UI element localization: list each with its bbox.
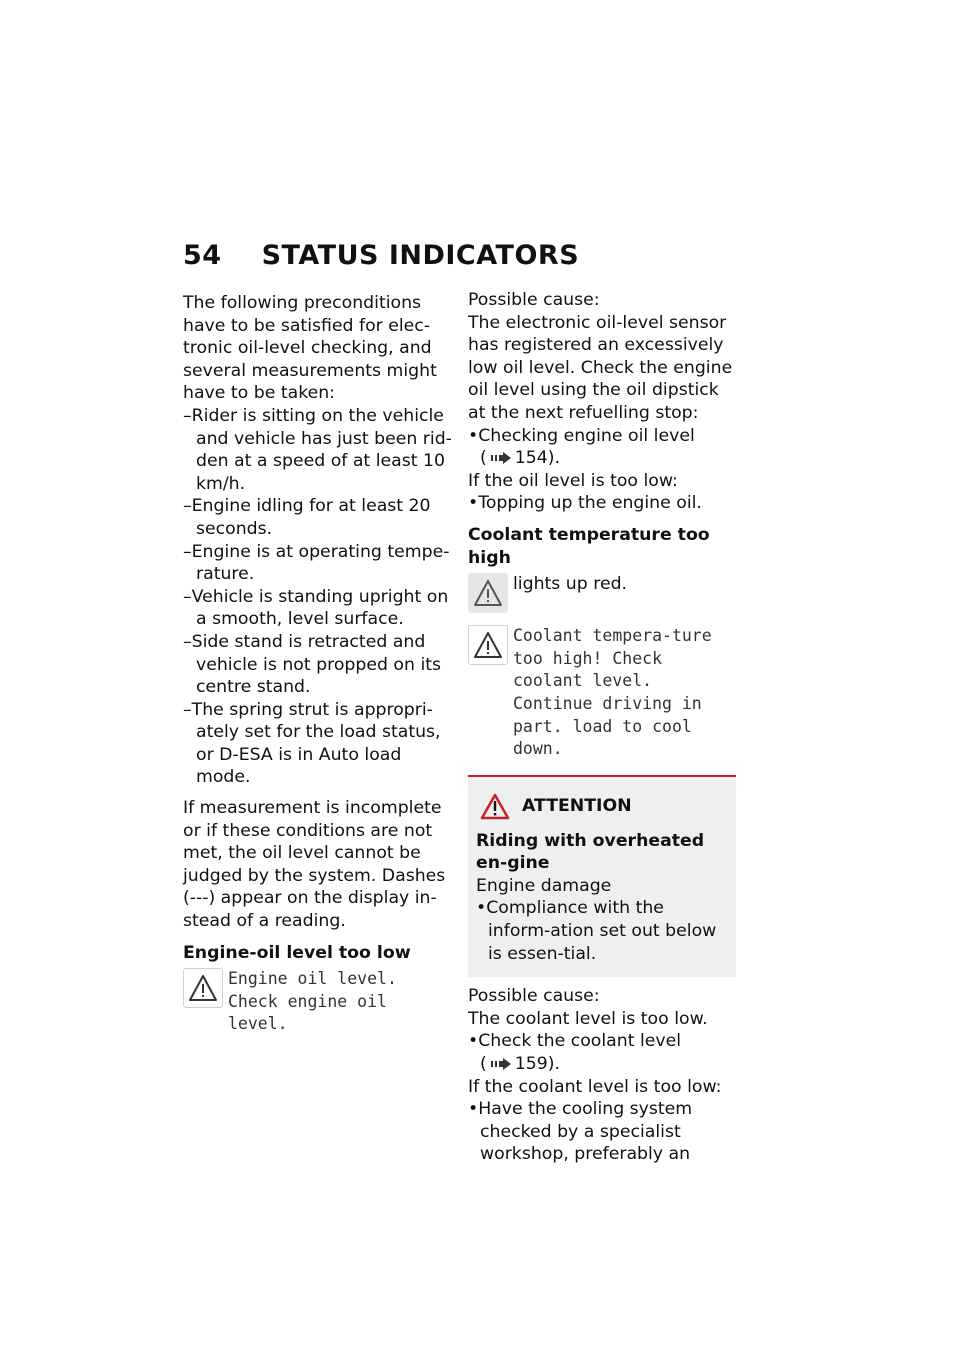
attention-consequence: Engine damage xyxy=(476,875,612,896)
coolant-service-bullet: •Have the cooling system checked by a specialist workshop, preferably an xyxy=(468,1099,693,1165)
condition-item: –The spring strut is appropri-ately set for the load status, or D-ESA is in Auto load mode. xyxy=(183,699,441,788)
right-column xyxy=(468,289,740,1166)
possible-cause-label: Possible cause: xyxy=(468,290,600,310)
intro-paragraph: The following preconditions have to be satisfied for elec-tronic oil-level checking, and several measurements might have to be taken: xyxy=(183,293,437,404)
coolant-low-label: If the coolant level is too low: xyxy=(468,1076,722,1097)
condition-item: –Rider is sitting on the vehicle and vehicle has just been rid-den at a speed of at least 10 km/h. xyxy=(183,405,452,494)
warning-triangle-icon xyxy=(468,625,508,665)
oil-level-heading: Engine-oil level too low xyxy=(183,942,411,963)
coolant-lights-text: lights up red. xyxy=(513,574,628,595)
attention-title: ATTENTION xyxy=(480,793,728,820)
condition-item: –Engine idling for at least 20 seconds. xyxy=(183,496,431,539)
warning-triangle-icon xyxy=(183,968,223,1008)
reference-arrow-icon xyxy=(491,1058,511,1070)
condition-item: –Side stand is retracted and vehicle is not propped on its centre stand. xyxy=(183,631,442,698)
oil-low-label: If the oil level is too low: xyxy=(468,470,678,491)
incomplete-paragraph: If measurement is incomplete or if these conditions are not met, the oil level cannot be judged by the system. Dashes (---) appear on the display in-stead of a reading. xyxy=(183,798,446,932)
page-header xyxy=(183,240,579,271)
condition-item: –Engine is at operating tempe-rature. xyxy=(183,541,450,585)
oil-cause-paragraph: The electronic oil-level sensor has registered an excessively low oil level. Check the engine oil level using the oil dipstick at the next refuelling stop: xyxy=(468,312,733,423)
oil-check-reference: ( 154). xyxy=(480,448,560,469)
oil-top-up-bullet: •Topping up the engine oil. xyxy=(468,493,702,514)
attention-subtitle: Riding with overheated en-gine xyxy=(476,830,705,874)
coolant-heading: Coolant temperature too high xyxy=(468,524,710,568)
coolant-indicator xyxy=(468,573,740,613)
coolant-check-bullet: •Check the coolant level xyxy=(468,1031,682,1052)
oil-warning xyxy=(183,968,455,1036)
condition-item: –Vehicle is standing upright on a smooth, level surface. xyxy=(183,586,449,630)
attention-box xyxy=(468,775,736,978)
left-column xyxy=(183,292,455,1036)
oil-check-bullet: •Checking engine oil level xyxy=(468,425,695,446)
warning-triangle-icon xyxy=(480,793,510,820)
page-number: 54 xyxy=(183,240,222,271)
coolant-cause: The coolant level is too low. xyxy=(468,1008,708,1029)
warning-triangle-icon xyxy=(468,573,508,613)
possible-cause-label-2: Possible cause: xyxy=(468,986,600,1007)
attention-bullet: •Compliance with the inform-ation set out below is essen-tial. xyxy=(476,898,717,964)
coolant-warning xyxy=(468,625,740,761)
oil-display-message: Engine oil level. Check engine oil level. xyxy=(228,969,397,1034)
page-title: STATUS INDICATORS xyxy=(261,240,580,271)
coolant-check-reference: ( 159). xyxy=(480,1054,560,1075)
reference-arrow-icon xyxy=(491,452,511,464)
coolant-display-message: Coolant tempera-ture too high! Check coolant level. Continue driving in part. load to cool down. xyxy=(513,626,712,759)
